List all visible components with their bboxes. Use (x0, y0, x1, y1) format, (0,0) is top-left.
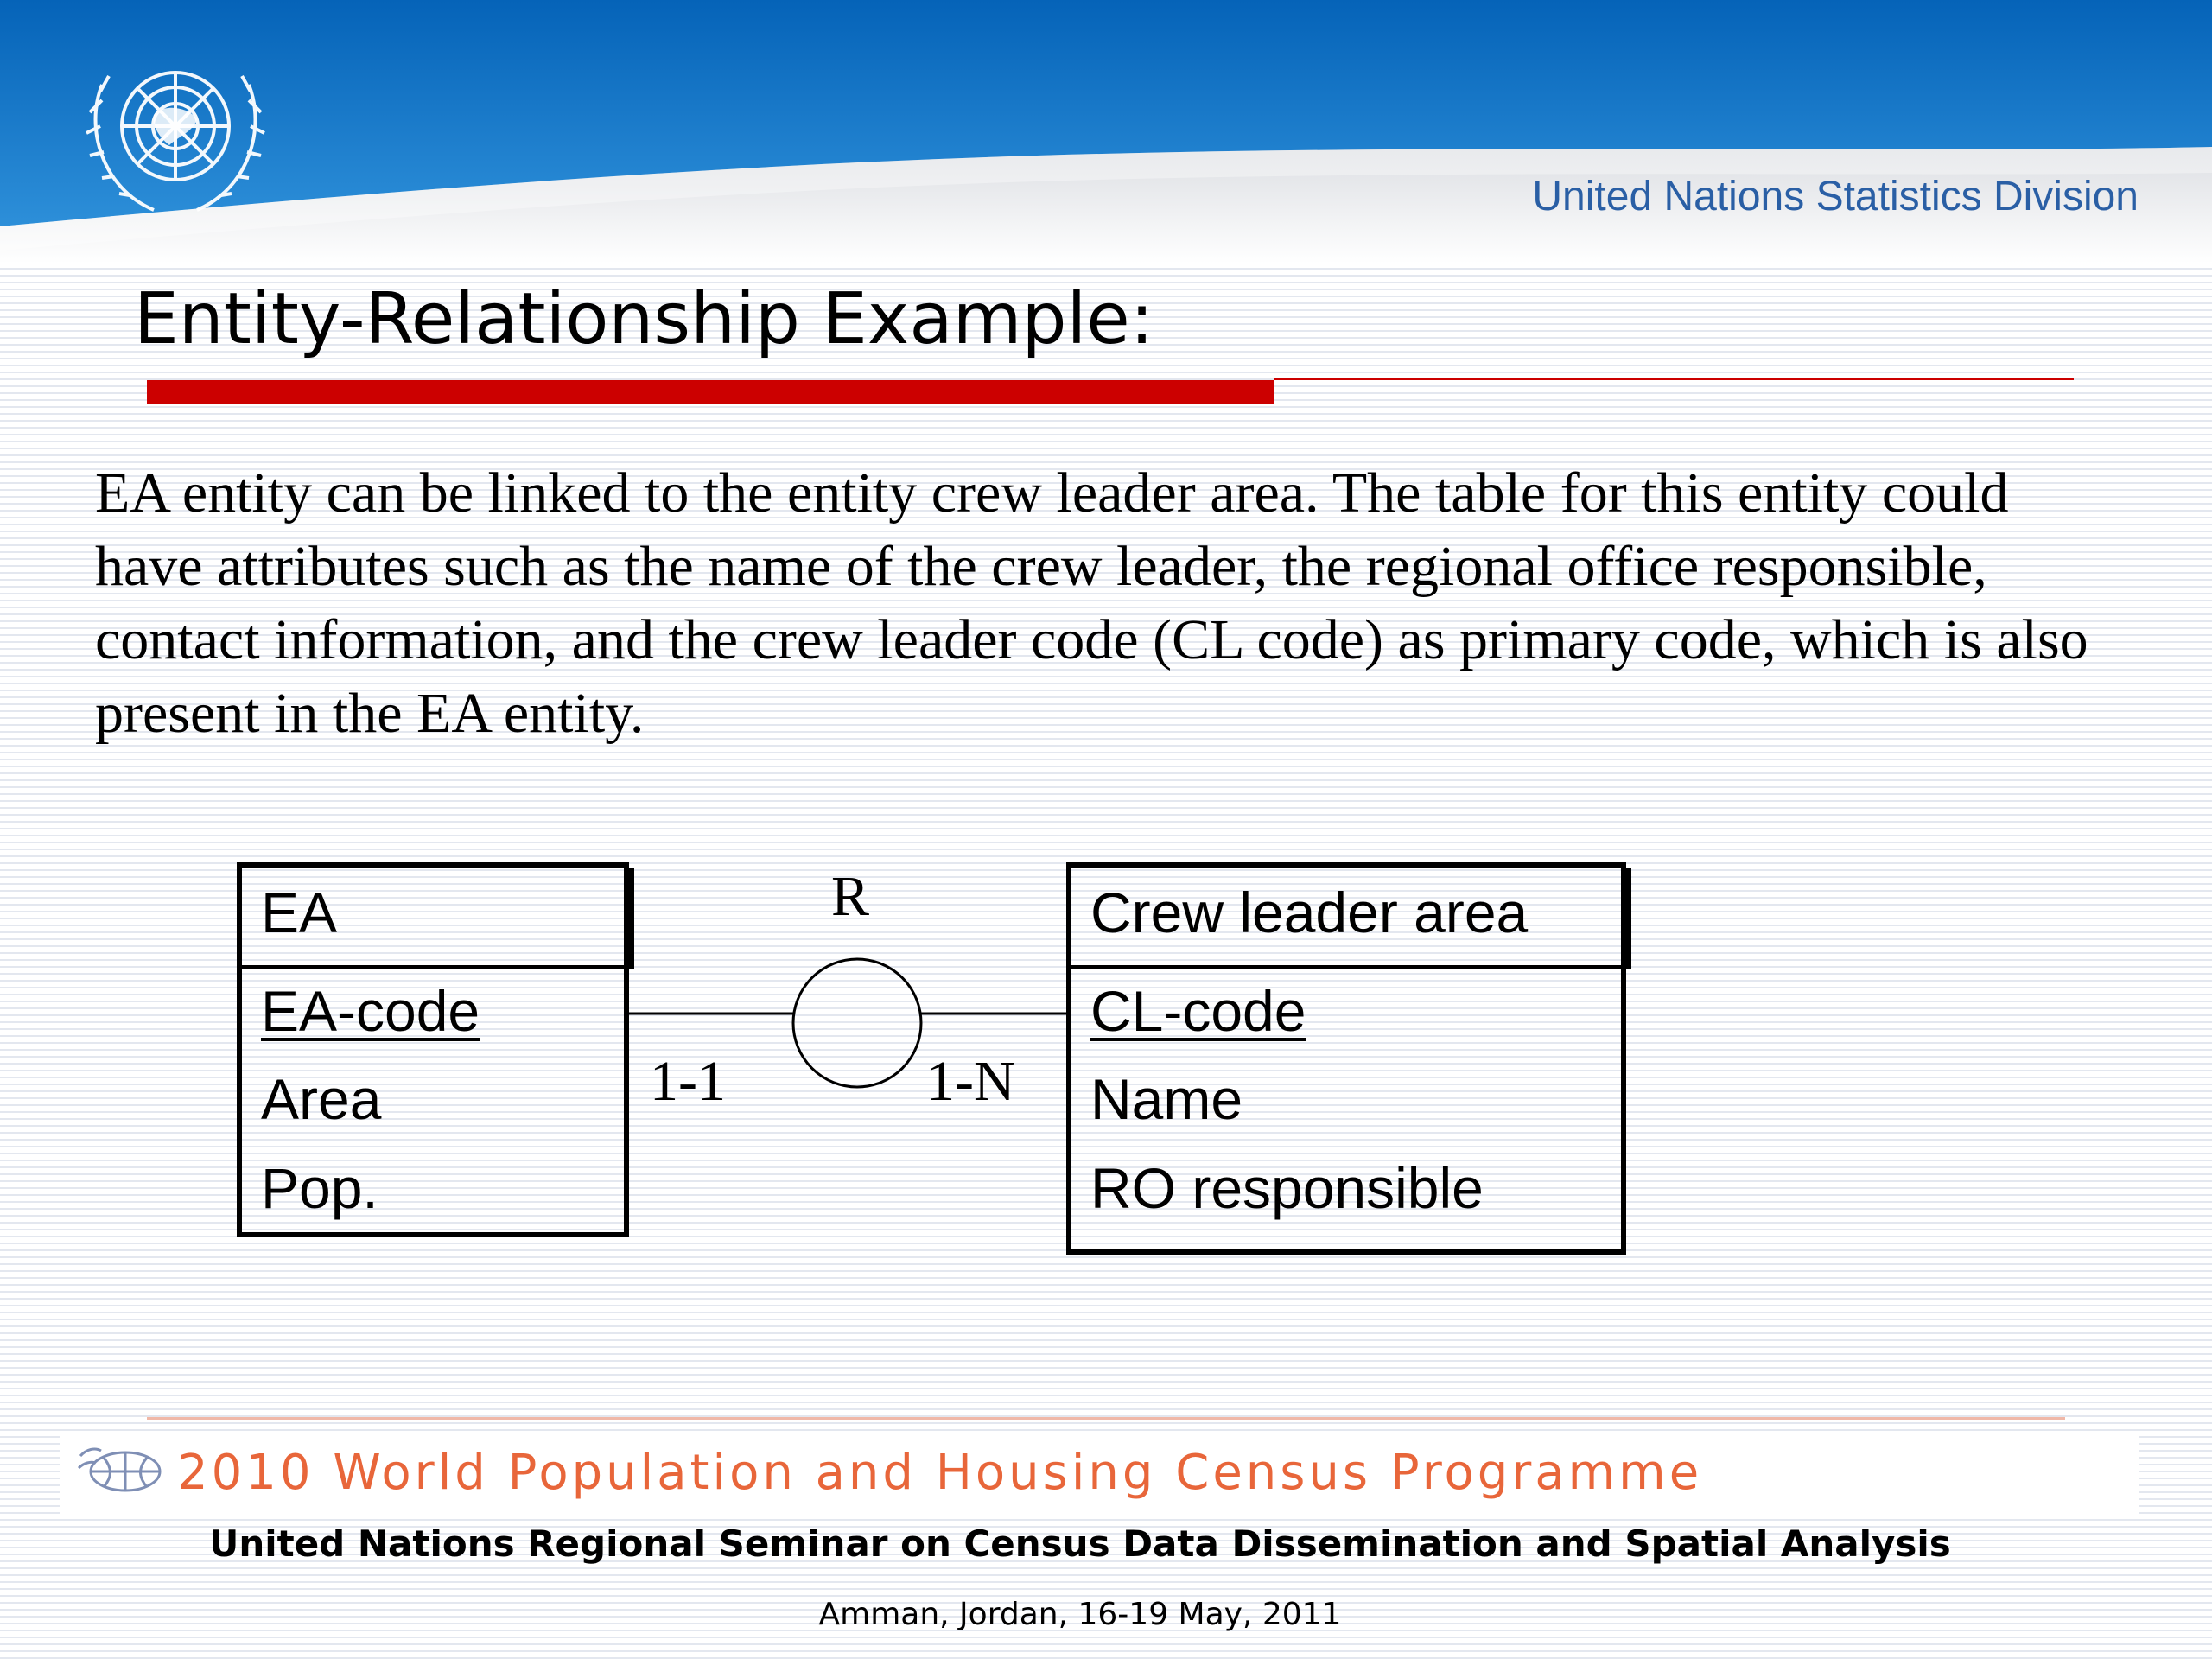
entity-ea-attribute-pop: Pop. (261, 1156, 378, 1220)
slide-title: Entity-Relationship Example: (134, 278, 1154, 360)
body-paragraph: EA entity can be linked to the entity crew leader area. The table for this entity could have attributes such as the name of the crew leader, the regional office responsible, contact information, and the crew leader code (CL code) as primary code, which is also present in the EA entity. (95, 461, 2088, 745)
entity-crew-leader-area (1066, 862, 1626, 1255)
title-underline-thick (147, 380, 1274, 404)
header-background (0, 0, 2212, 264)
entity-ea (237, 862, 629, 1237)
title-underline-thin (1274, 378, 2074, 380)
census-globe-icon (73, 1439, 168, 1499)
header-banner (0, 0, 2212, 264)
entity-crew-leader-area-attribute-ro: RO responsible (1090, 1156, 1484, 1220)
division-name: United Nations Statistics Division (1532, 174, 2139, 219)
place-date: Amman, Jordan, 16-19 May, 2011 (818, 1597, 1342, 1632)
entity-crew-leader-area-key-attribute: CL-code (1090, 979, 1306, 1043)
left-cardinality: 1-1 (650, 1050, 726, 1113)
footer-divider (147, 1417, 2065, 1420)
entity-ea-key-attribute: EA-code (261, 979, 480, 1043)
entity-crew-leader-area-name: Crew leader area (1071, 868, 1631, 969)
relationship-circle (793, 959, 921, 1087)
seminar-title: United Nations Regional Seminar on Census Data Dissemination and Spatial Analysis (209, 1522, 1951, 1565)
census-programme-banner: 2010 World Population and Housing Census Programme (177, 1445, 1703, 1501)
entity-crew-leader-area-attribute-name: Name (1090, 1067, 1243, 1131)
entity-ea-name: EA (242, 868, 634, 969)
relationship-label: R (831, 865, 870, 928)
un-emblem-icon (67, 24, 283, 240)
right-cardinality: 1-N (926, 1050, 1015, 1113)
entity-ea-attribute-area: Area (261, 1067, 382, 1131)
